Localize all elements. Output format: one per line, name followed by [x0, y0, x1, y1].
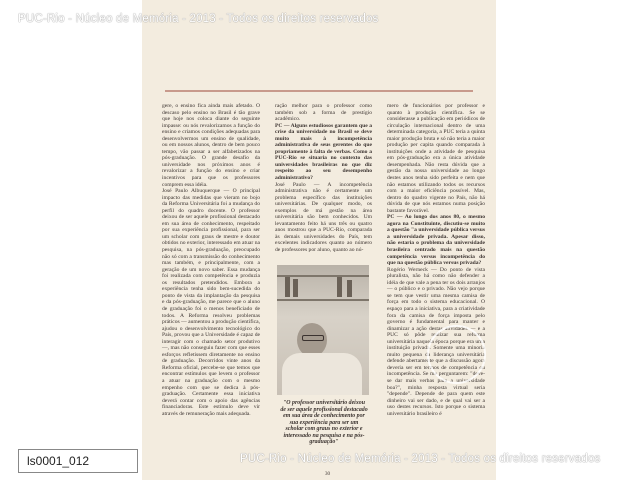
photo-caption: "O professor universitário deixou de ser aquele profissional destacado em sua área de conhecimento por sua experiência para ser um scholar com graus no exterior e interessado na pesquisa e na pós-graduação"	[280, 400, 368, 445]
col3-paragraph-1: mero de funcionários por professor e quanto à produção científica. Se se considerasse a publicação em periódicos de circulação internacional dentro de uma determinada categoria, a PUC teria a quinta maior produção bruta e só não teria a maior produção per capita quando comparada à instituições onde a atividade de pesquisa em pós-graduação era a única atividade desempenhada. Não resta dúvida que a gestão da nossa universidade ao longo destes anos tenha sido perfeita e nem que não estamos utilizando todos os recursos com a maior eficiência possível. Mas, dentro do quadro vigente no País, não há dúvida de que nós estamos numa posição bastante favorável.	[387, 103, 485, 214]
header-rule	[165, 90, 473, 92]
col3-question: PC — Ao longo dos anos 80, o mesmo agora na Constituinte, discutiu-se muito a questão "a universidade pública versus a universidade privada. Apesar disso, não estaria o problema da universidade brasileira centrado mais na questão competência versus incompetência do que na questão pública versus privada?	[387, 214, 485, 267]
scanned-page	[142, 0, 496, 480]
col2-paragraph-3: José Paulo — A incompetência administrativa não é certamente um problema específico das instituições universitárias. De qualquer modo, os exemplos de má gestão na área universitária são bem conhecidos. Um levantamento feito há uns três ou quatro anos mostrou que a PUC-Rio, comparada às demais universidades do País, tem excelentes indicadores quanto ao número de professores por aluno, quanto ao nú-	[275, 181, 372, 254]
col2-paragraph-1: ração melhor para o professor como também sob a forma de prestígio acadêmico.	[275, 103, 372, 123]
col1-paragraph-1: gere, o ensino fica ainda mais afetado. O descaso pelo ensino no Brasil é tão grave que hoje nos coloca diante do seguinte impasse: ou nós revalorizamos a função do ensino e criamos condições adequadas para desenvolvermos um ensino de qualidade, ou em nossos alunos, dentro de bem pouco tempo, vão passar a ser alfabetizados na pós-graduação. O grande desafio da universidade nos próximos anos é revalorizar a função do ensino e criar incentivos para que os professores comprem essa idéia.	[162, 103, 260, 188]
portrait-photo	[277, 265, 369, 395]
book-spine	[293, 279, 298, 297]
book-spine	[347, 280, 352, 297]
watermark-top: PUC-Rio - Núcleo de Memória - 2013 - Todos os direitos reservados	[18, 13, 379, 25]
col1-paragraph-2: José Paulo Albuquerque — O principal impacto das medidas que vieram no bojo da Reforma Universitária foi a mudança do perfil do quadro docente. O professor deixou de ser aquele profissional destacado em sua área de conhecimento, respeitado por sua experiência profissional, para ser um scholar com graus de mestre e doutor obtidos no exterior, interessado em atuar na pesquisa, na pós-graduação, preocupado não só com a transmissão do conhecimento mas também, e principalmente, com a geração de um novo saber. Essa mudança foi realizada com competência e produzia os resultados pretendidos. Embora a experiência tenha sido bem-sucedida do ponto de vista da implantação da pesquisa e da pós-graduação, me parece que o aluno de graduação foi o menos beneficiado de todos. A Reforma resolveu problemas práticos — aumentou a produção científica, ajudou o desenvolvimento tecnológico do País, provou que a Universidade é capaz de interagir com o chamado setor produtivo —, mas não conseguiu fazer com que esses esforços refletissem diretamente no ensino de graduação. Decorridos vinte anos da Reforma oficial, percebe-se que temos que encontrar estímulos que levem o professor a atuar na graduação com o mesmo empenho com que se dedica à pós-graduação. Certamente essa iniciativa deverá contar com o apoio das agências financiadoras. Este estímulo deve vir através de remuneração mais adequada.	[162, 188, 260, 417]
text-column-2	[275, 103, 372, 254]
shelf-line	[277, 299, 369, 301]
archive-stamp	[427, 325, 486, 384]
col3-paragraph-3: Rogério Werneck — Do ponto de vista pluralista, não há como não defender a idéia de que vale a pena ter os dois arranjos — o público e o privado. Não vejo porque se tem que vestir uma mesma camisa de força em todo o sistema educacional. O espaço para a iniciativa, para a criatividade fora da camisa de força imposta pelo governo é fundamental para manter e dinamizar a ação destas atividades — e a PUC só pôde realizar sua reforma universitária naquela época porque era uma instituição privada. Somente uma minoria muito pequena da liderança universitária defende abertamente que a discussão agora deveria ser em termos de competência ou incompetência. Se me perguntarem: "deve-se dar mais verbas para a universidade boa?", minha resposta virtual seria "depende". Depende de para quem este dinheiro vai ser dado, e de qual vai ser a uso destes recursos. Isto porque o sistema universitário brasileiro é	[387, 266, 485, 417]
document-id-label: ls0001_012	[18, 449, 138, 473]
watermark-bottom: PUC-Rio - Núcleo de Memória - 2013 - Todos os direitos reservados	[240, 453, 601, 465]
shelf-line	[277, 275, 369, 277]
book-spine	[285, 277, 290, 297]
person-body	[282, 353, 362, 395]
book-spine	[337, 277, 342, 297]
glasses	[302, 335, 324, 341]
page-number: 30	[325, 472, 330, 477]
text-column-1	[162, 103, 260, 417]
col2-question: PC — Alguns estudiosos garantem que a crise da universidade no Brasil se deve muito mais à incompetência administrativa de seus gerentes do que propriamente à falta de verbas. Como a PUC-Rio se situaria no contexto das universidades brasileiras no que diz respeito ao seu desempenho administrativo?	[275, 122, 372, 182]
